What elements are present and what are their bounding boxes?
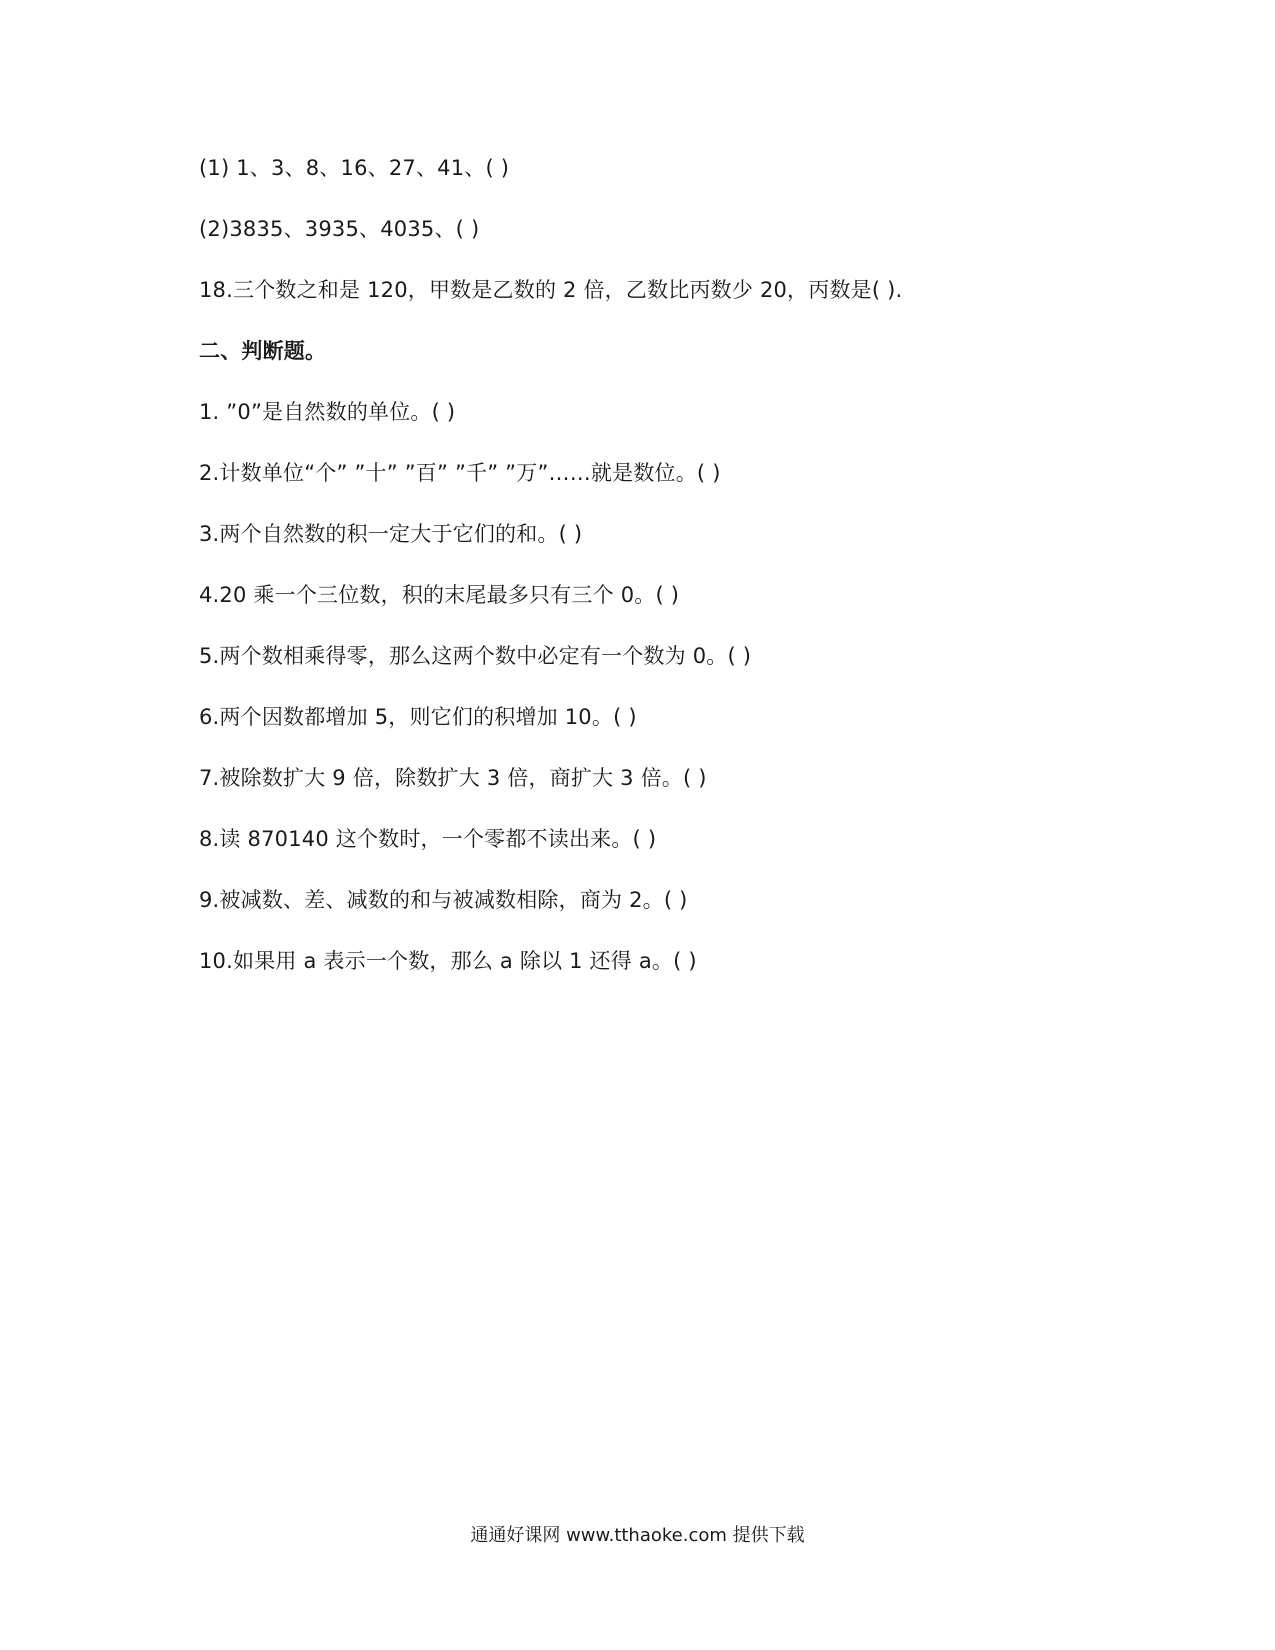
judgment-question-6: 6.两个因数都增加 5，则它们的积增加 10。( ) <box>199 705 637 729</box>
judgment-question-10: 10.如果用 a 表示一个数，那么 a 除以 1 还得 a。( ) <box>199 949 697 973</box>
judgment-question-3: 3.两个自然数的积一定大于它们的和。( ) <box>199 522 583 546</box>
judgment-question-4: 4.20 乘一个三位数，积的末尾最多只有三个 0。( ) <box>199 583 680 607</box>
section-heading-true-false: 二、判断题。 <box>199 339 327 363</box>
sequence-question-2: (2)3835、3935、4035、( ) <box>199 217 480 241</box>
judgment-question-8: 8.读 870140 这个数时，一个零都不读出来。( ) <box>199 827 657 851</box>
page-footer: 通通好课网 www.tthaoke.com 提供下载 <box>470 1525 805 1546</box>
judgment-question-7: 7.被除数扩大 9 倍，除数扩大 3 倍，商扩大 3 倍。( ) <box>199 766 707 790</box>
question-18: 18.三个数之和是 120，甲数是乙数的 2 倍，乙数比丙数少 20，丙数是( ). <box>199 278 903 302</box>
document-content <box>199 154 1099 1008</box>
judgment-question-1: 1. ”0”是自然数的单位。( ) <box>199 400 456 424</box>
judgment-question-9: 9.被减数、差、减数的和与被减数相除，商为 2。( ) <box>199 888 688 912</box>
judgment-question-5: 5.两个数相乘得零，那么这两个数中必定有一个数为 0。( ) <box>199 644 752 668</box>
judgment-question-2: 2.计数单位“个” ”十” ”百” ”千” ”万”……就是数位。( ) <box>199 461 721 485</box>
sequence-question-1: (1) 1、3、8、16、27、41、( ) <box>199 156 510 180</box>
